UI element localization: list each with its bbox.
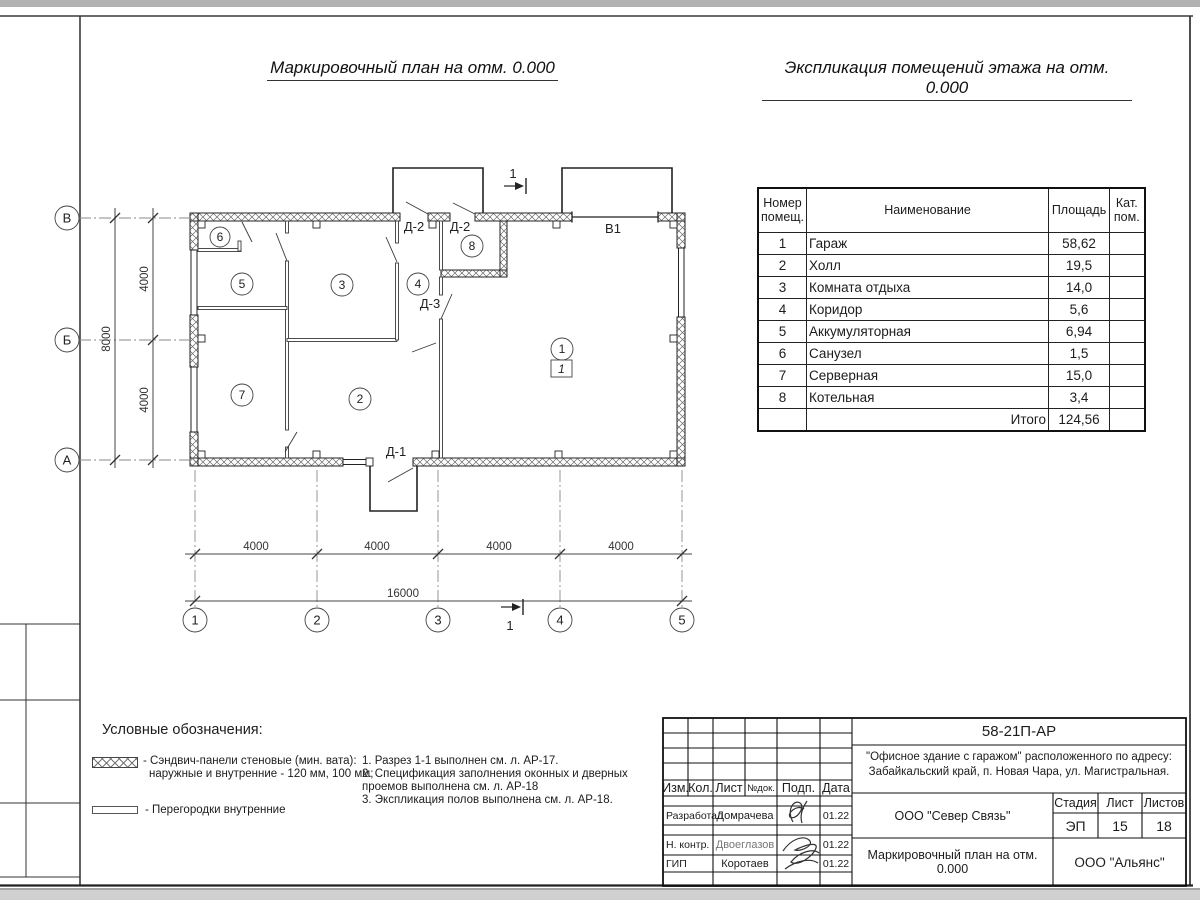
date-1: 01.22 (822, 809, 850, 822)
scan-edge-bottom (0, 891, 1200, 900)
row-area: 5,6 (1049, 298, 1110, 320)
date-3: 01.22 (822, 857, 850, 870)
section-mark-bottom (501, 599, 523, 633)
axis-3: 3 (434, 612, 442, 628)
room-number-3: 3 (338, 278, 346, 292)
row-cat (1110, 386, 1145, 408)
left-margin-stamp (0, 624, 80, 877)
total-label: Итого (807, 408, 1049, 431)
legend-swatch-sandwich-panel (92, 757, 138, 768)
axis-a: А (62, 452, 72, 468)
table-total-row (758, 408, 1145, 431)
scan-edge-top (0, 0, 1200, 7)
row-num: 1 (758, 232, 807, 254)
dim-v-4000-2: 4000 (139, 387, 151, 413)
room-number-6: 6 (216, 230, 224, 244)
row-name: Санузел (807, 342, 1049, 364)
row-area: 19,5 (1049, 254, 1110, 276)
axis-b: Б (62, 332, 72, 348)
note-3: проемов выполнена см. л. АР-18 (362, 781, 539, 793)
legend-title: Условные обозначения: (102, 722, 263, 738)
row-num: 3 (758, 276, 807, 298)
row-name: Серверная (807, 364, 1049, 386)
scan-edge-bottom-line (0, 888, 1200, 891)
total-value: 124,56 (1049, 408, 1110, 431)
col-header-number: Номер помещ. (758, 188, 807, 232)
legend-item1-line1: - Сэндвич-панели стеновые (мин. вата): (143, 755, 357, 767)
door-label-d3: Д-3 (419, 296, 441, 311)
sheets-value: 18 (1156, 817, 1172, 834)
stage-label: Стадия (1054, 796, 1097, 810)
row-num: 6 (758, 342, 807, 364)
dim-8000: 8000 (101, 326, 113, 352)
row-name: Котельная (807, 386, 1049, 408)
section-label-bottom: 1 (506, 618, 514, 633)
plan-title: Маркировочный план на отм. 0.000 (240, 58, 585, 81)
table-row (758, 232, 1145, 254)
axis-2: 2 (313, 612, 321, 628)
axis-1: 1 (191, 612, 199, 628)
dimension-labels (101, 266, 634, 600)
row-area: 6,94 (1049, 320, 1110, 342)
room-circles (210, 227, 573, 410)
table-row (758, 298, 1145, 320)
floor-plan (55, 166, 694, 633)
row-area: 15,0 (1049, 364, 1110, 386)
legend-item2: - Перегородки внутренние (145, 804, 286, 816)
table-row (758, 320, 1145, 342)
row-num: 5 (758, 320, 807, 342)
row-cat (1110, 320, 1145, 342)
col-data: Дата (822, 781, 850, 795)
col-header-name: Наименование (807, 188, 1049, 232)
sheets-label: Листов (1143, 796, 1185, 810)
stage-value: ЭП (1065, 817, 1086, 834)
row-cat (1110, 342, 1145, 364)
dimension-lines (115, 208, 692, 601)
role-gip: ГИП (666, 857, 687, 870)
door-label-d2-2: Д-2 (449, 219, 471, 234)
col-podp: Подп. (781, 781, 816, 795)
axis-circles-bottom (183, 608, 694, 632)
table-row (758, 386, 1145, 408)
row-num: 4 (758, 298, 807, 320)
row-num: 8 (758, 386, 807, 408)
col-kol: Кол. (688, 781, 713, 795)
room-number-7: 7 (238, 388, 246, 402)
outer-walls (190, 213, 685, 466)
name-korotaev: Коротаев (721, 857, 769, 870)
room-number-5: 5 (238, 277, 246, 291)
row-cat (1110, 276, 1145, 298)
row-num: 7 (758, 364, 807, 386)
section-label-top: 1 (509, 166, 517, 181)
room-number-4: 4 (414, 277, 422, 291)
axis-v: В (62, 210, 72, 226)
dim-4000-1: 4000 (243, 541, 269, 553)
table-row (758, 364, 1145, 386)
explication-table (757, 187, 1146, 432)
legend-swatch-partition (92, 806, 138, 814)
axis-5: 5 (678, 612, 686, 628)
note-1: 1. Разрез 1-1 выполнен см. л. АР-17. (362, 755, 559, 767)
row-cat (1110, 254, 1145, 276)
date-2: 01.22 (822, 839, 850, 851)
role-razrabotal: Разработал (666, 809, 724, 822)
room-number-1: 1 (558, 342, 566, 356)
row-cat (1110, 298, 1145, 320)
partitions (198, 221, 443, 458)
dim-4000-2: 4000 (364, 541, 390, 553)
floor-type-label: 1 (558, 362, 565, 376)
room-number-2: 2 (356, 392, 364, 406)
note-4: 3. Экспликация полов выполнена см. л. АР-18. (362, 794, 613, 806)
project-address-line2: Забайкальский край, п. Новая Чара, ул. Магистральная. (868, 765, 1170, 778)
row-area: 3,4 (1049, 386, 1110, 408)
row-name: Коридор (807, 298, 1049, 320)
row-area: 14,0 (1049, 276, 1110, 298)
axis-4: 4 (556, 612, 564, 628)
explication-title: Экспликация помещений этажа на отм. 0.000 (762, 58, 1132, 101)
doc-code: 58-21П-АР (981, 723, 1057, 740)
legend-item1-line2: наружные и внутренние - 120 мм, 100 мм; (149, 768, 374, 780)
row-num: 2 (758, 254, 807, 276)
note-2: 2. Спецификация заполнения оконных и дверных (362, 768, 628, 780)
axis-circles-left (55, 206, 79, 472)
role-nkontr: Н. контр. (666, 839, 710, 851)
pilasters (198, 221, 677, 466)
company-name: ООО "Альянс" (1074, 854, 1165, 870)
row-cat (1110, 364, 1145, 386)
name-dvoeglazov: Двоеглазов (715, 839, 775, 851)
windows (191, 248, 684, 465)
total-empty (758, 408, 807, 431)
section-mark-top (504, 166, 526, 194)
row-cat (1110, 232, 1145, 254)
door-label-d1: Д-1 (385, 444, 407, 459)
col-ndok: №док. (747, 782, 775, 794)
project-address-line1: "Офисное здание с гаражом" расположенного по адресу: (866, 750, 1172, 763)
row-name: Холл (807, 254, 1049, 276)
row-name: Гараж (807, 232, 1049, 254)
row-area: 58,62 (1049, 232, 1110, 254)
dim-v-4000-1: 4000 (139, 266, 151, 292)
drawing-name: Маркировочный план на отм. 0.000 (867, 848, 1038, 876)
col-list: Лист (715, 781, 743, 795)
name-domracheva: Домрачева (716, 809, 774, 822)
col-izm: Изм. (662, 781, 689, 795)
dim-4000-3: 4000 (486, 541, 512, 553)
dim-4000-4: 4000 (608, 541, 634, 553)
total-cat-empty (1110, 408, 1145, 431)
org-name: ООО "Север Связь" (894, 808, 1011, 823)
row-name: Аккумуляторная (807, 320, 1049, 342)
sheet-value: 15 (1112, 817, 1128, 834)
col-header-area: Площадь (1049, 188, 1110, 232)
table-row (758, 276, 1145, 298)
table-row (758, 342, 1145, 364)
sheet-label: Лист (1106, 796, 1134, 810)
row-name: Комната отдыха (807, 276, 1049, 298)
table-row (758, 254, 1145, 276)
room-number-8: 8 (468, 239, 476, 253)
col-header-category: Кат. пом. (1110, 188, 1145, 232)
floor-type-mark (551, 360, 572, 377)
gate-label-v1: В1 (605, 221, 621, 236)
door-label-d2-1: Д-2 (403, 219, 425, 234)
row-area: 1,5 (1049, 342, 1110, 364)
dim-16000: 16000 (387, 588, 419, 600)
